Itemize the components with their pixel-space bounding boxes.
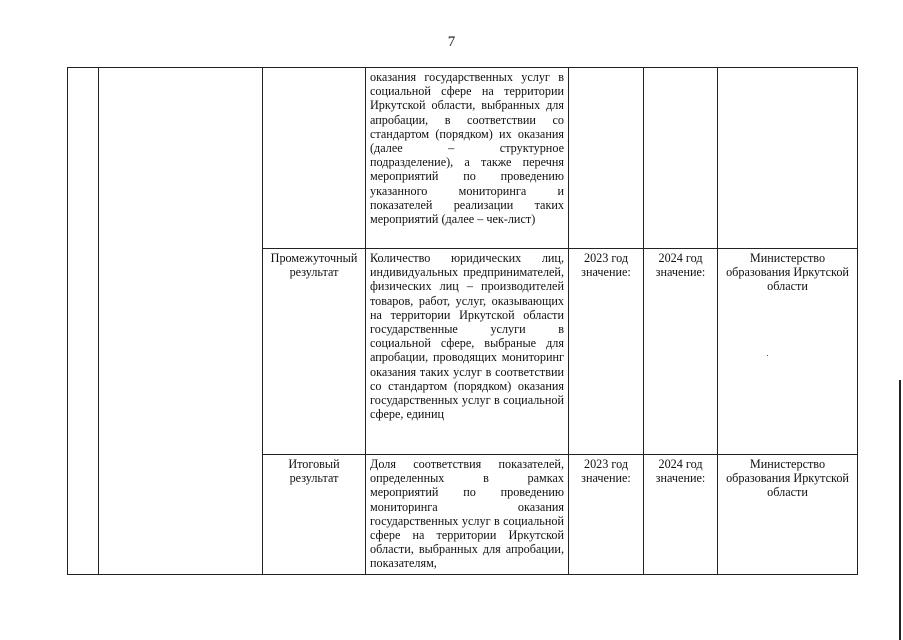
table-cell-empty	[68, 68, 99, 575]
table-row	[68, 68, 858, 249]
scan-edge-line	[899, 380, 901, 640]
table-cell-empty	[99, 68, 263, 575]
result-type-cell: Промежуточный результат	[263, 249, 366, 455]
scan-speck	[767, 355, 768, 356]
year-2023-cell	[569, 68, 644, 249]
result-type-cell: Итоговый результат	[263, 455, 366, 575]
result-type-cell	[263, 68, 366, 249]
year-2024-cell: 2024 год значение:	[644, 455, 718, 575]
result-description-cell: Доля соответствия показателей, определенных в рамках мероприятий по проведению мониторинга оказания государственных услуг в социальной сфере на территории Иркутской области, выбранных для апробации, показателям,	[366, 455, 569, 575]
page-number: 7	[447, 34, 456, 50]
year-2024-cell	[644, 68, 718, 249]
year-2023-cell: 2023 год значение:	[569, 455, 644, 575]
year-2023-cell: 2023 год значение:	[569, 249, 644, 455]
result-description-cell: оказания государственных услуг в социальной сфере на территории Иркутской области, выбранных для апробации, в соответствии со стандартом (порядком) их оказания (далее – структурное подразделение), а также перечня мероприятий по проведению указанного мониторинга и показателей реализации таких мероприятий (далее – чек-лист)	[366, 68, 569, 249]
result-description-cell: Количество юридических лиц, индивидуальных предпринимателей, физических лиц – производителей товаров, работ, услуг, оказывающих на территории Иркутской области государственные услуги в социальной сфере, выбраные для апробации, проводящих мониторинг оказания таких услуг в соответствии со стандартом (порядком) оказания государственных услуг в социальной сфере, единиц	[366, 249, 569, 455]
responsible-cell	[718, 68, 858, 249]
responsible-cell: Министерство образования Иркутской области	[718, 455, 858, 575]
responsible-cell: Министерство образования Иркутской области	[718, 249, 858, 455]
results-table	[67, 67, 858, 575]
year-2024-cell: 2024 год значение:	[644, 249, 718, 455]
